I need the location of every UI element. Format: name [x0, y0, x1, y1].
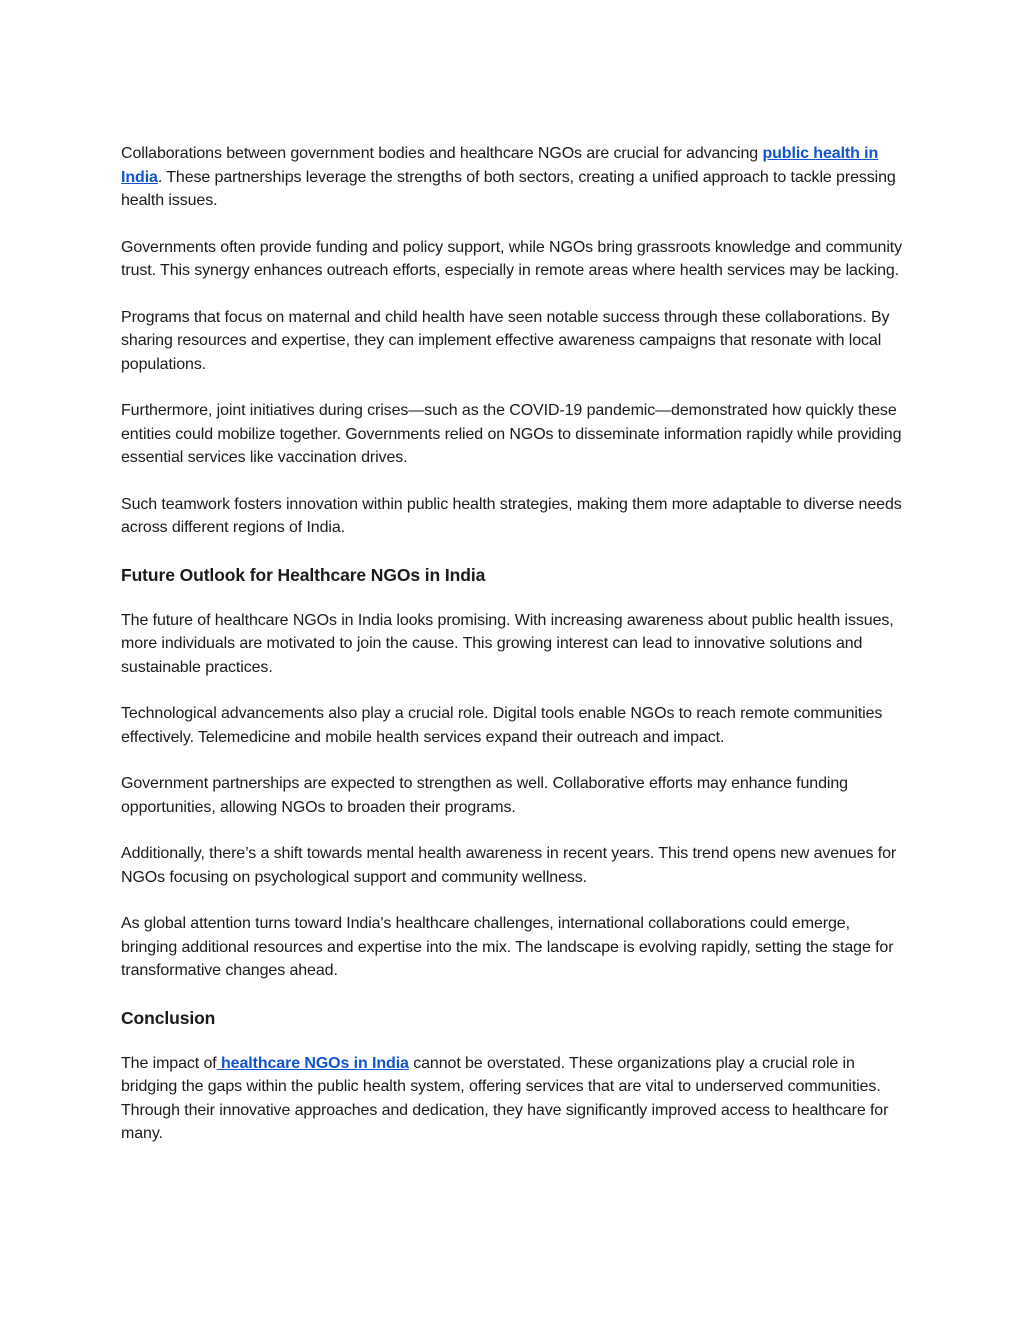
paragraph-joint-initiatives: Furthermore, joint initiatives during crises—such as the COVID-19 pandemic—demonstrated how quickly these entities could mobilize together. Governments relied on NGOs to disseminate information rapidly while providing essential services like vaccination drives.	[121, 402, 902, 466]
paragraph-teamwork-innovation: Such teamwork fosters innovation within public health strategies, making them more adaptable to diverse needs across different regions of India.	[121, 495, 902, 536]
paragraph-text: Collaborations between government bodies and healthcare NGOs are crucial for advancing	[121, 145, 763, 162]
paragraph-text: cannot be overstated. These organizations play a crucial role in bridging the gaps within the public health system, offering services that are vital to underserved communities. Through their innovative approaches and dedication, they have significantly improved access to healthcare for many.	[121, 1054, 889, 1142]
heading-future-outlook: Future Outlook for Healthcare NGOs in India	[121, 564, 486, 585]
document-body	[121, 142, 907, 1169]
heading-conclusion: Conclusion	[121, 1007, 216, 1028]
paragraph-maternal-child-health: Programs that focus on maternal and child health have seen notable success through these collaborations. By sharing resources and expertise, they can implement effective awareness campaigns that resonate with local populations.	[121, 308, 890, 373]
paragraph-collaborations	[121, 142, 907, 213]
paragraph-governments-funding: Governments often provide funding and policy support, while NGOs bring grassroots knowledge and community trust. This synergy enhances outreach efforts, especially in remote areas where health services may be lacking.	[121, 238, 903, 279]
link-public-health-in-india[interactable]: public health in India	[121, 145, 879, 186]
paragraph-global-attention: As global attention turns toward India's healthcare challenges, international collaborations could emerge, bringing additional resources and expertise into the mix. The landscape is evolving rapidly, setting the stage for transformative changes ahead.	[121, 915, 894, 979]
paragraph-mental-health: Additionally, there’s a shift towards mental health awareness in recent years. This trend opens new avenues for NGOs focusing on psychological support and community wellness.	[121, 845, 897, 886]
paragraph-conclusion	[121, 1052, 907, 1146]
paragraph-technology: Technological advancements also play a crucial role. Digital tools enable NGOs to reach remote communities effectively. Telemedicine and mobile health services expand their outreach and impact.	[121, 705, 883, 746]
link-healthcare-ngos-in-india[interactable]: healthcare NGOs in India	[216, 1054, 409, 1072]
paragraph-text: The impact of	[121, 1054, 217, 1072]
paragraph-government-partnerships: Government partnerships are expected to strengthen as well. Collaborative efforts may enhance funding opportunities, allowing NGOs to broaden their programs.	[121, 775, 848, 816]
paragraph-future-promising: The future of healthcare NGOs in India looks promising. With increasing awareness about public health issues, more individuals are motivated to join the cause. This growing interest can lead to innovative solutions and sustainable practices.	[121, 611, 894, 676]
paragraph-text: . These partnerships leverage the strengths of both sectors, creating a unified approach to tackle pressing health issues.	[121, 168, 896, 209]
